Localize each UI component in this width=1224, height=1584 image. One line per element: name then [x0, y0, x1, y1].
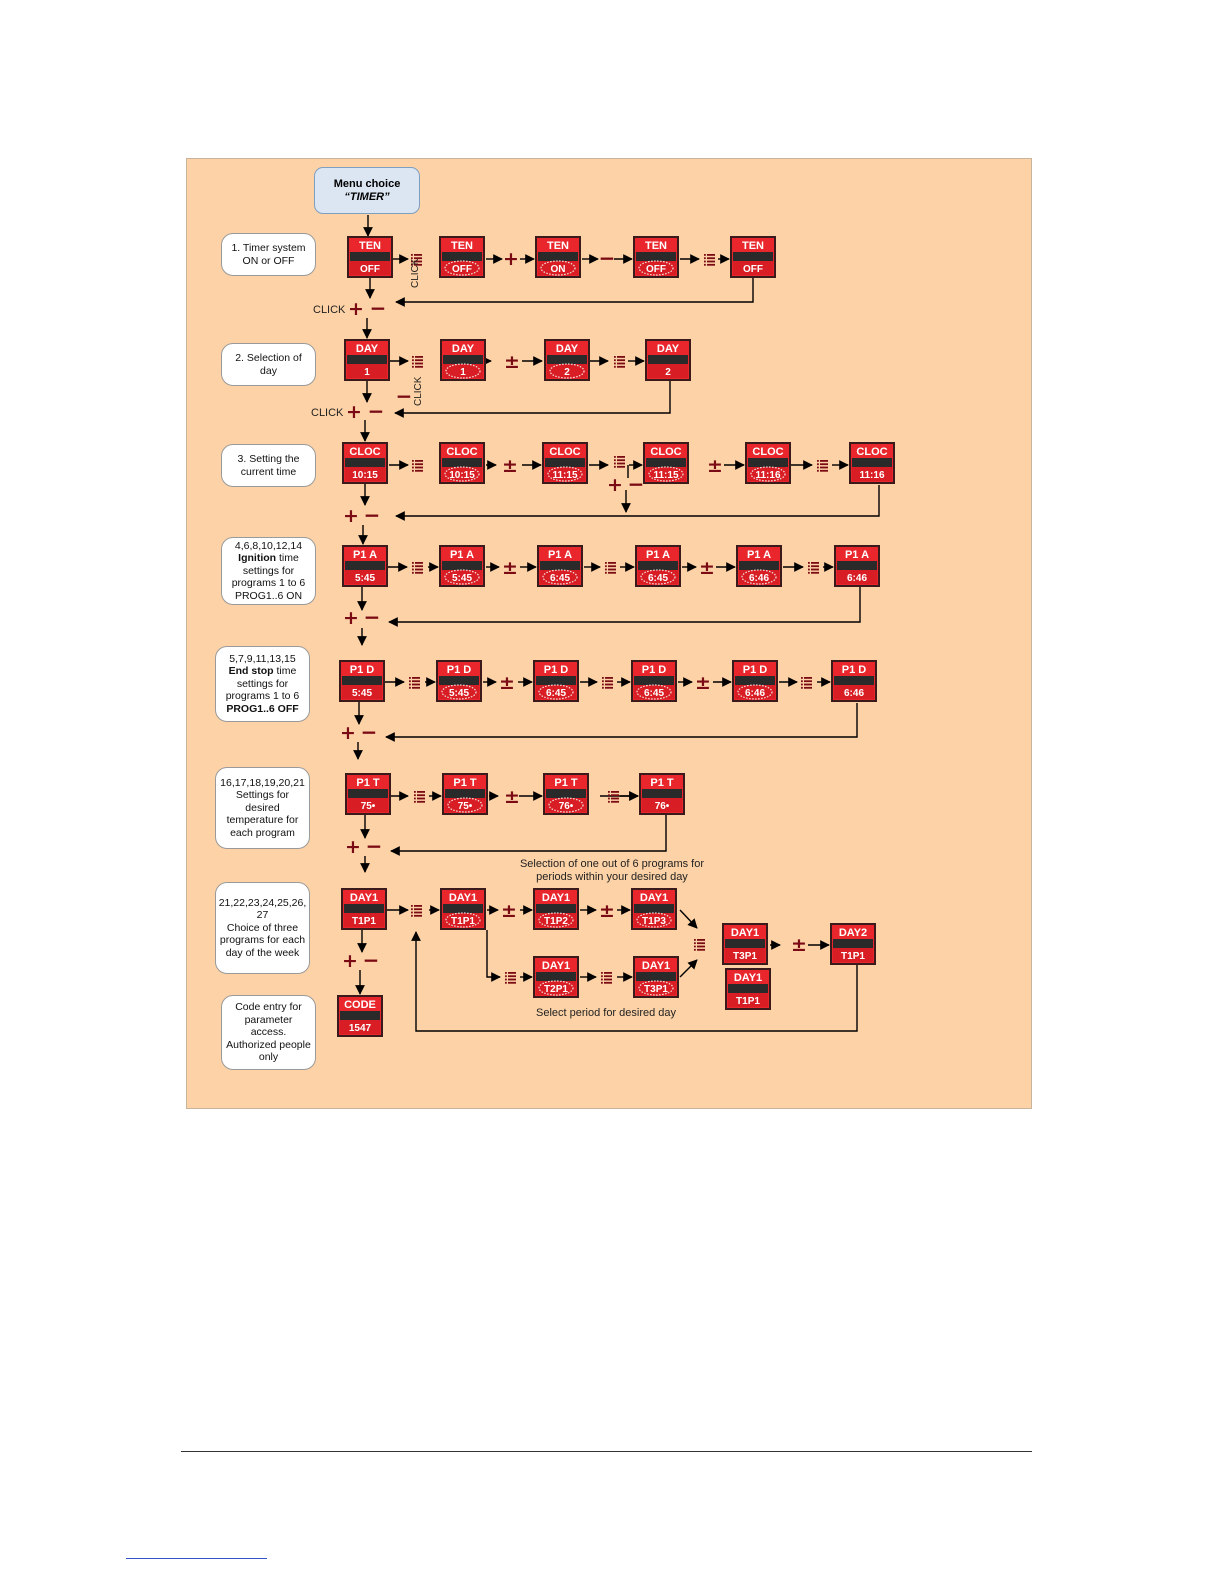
display-top-text: DAY1	[448, 892, 478, 904]
display-24	[632, 661, 676, 701]
display-bottom-text: T1P1	[736, 996, 760, 1007]
menu-list-icon-16	[817, 460, 828, 472]
display-top-text: P1 T	[453, 777, 477, 789]
display-22	[437, 661, 481, 701]
footer-divider	[181, 1451, 1032, 1452]
plusminus-symbol-24: ±	[699, 557, 715, 579]
display-14	[850, 443, 894, 483]
display-bottom-text: T1P3	[642, 916, 666, 927]
display-bottom-text: 75•	[360, 801, 376, 812]
menu-list-icon-12	[412, 460, 423, 472]
click-label-1: CLICK	[313, 304, 346, 316]
menu-list-icon-21	[412, 562, 423, 574]
display-bottom-text: 2	[665, 367, 671, 378]
display-37	[723, 924, 767, 964]
menu-list-icon-47	[505, 972, 516, 984]
menu-line-1: Menu choice	[333, 177, 401, 190]
menu-list-icon-28	[409, 677, 420, 689]
display-bottom-text: 1	[460, 367, 466, 378]
display-bottom-text: T1P1	[841, 951, 865, 962]
display-top-text: P1 D	[641, 664, 667, 676]
display-bottom-text: 6:45	[545, 688, 567, 699]
display-top-text: DAY	[451, 343, 475, 355]
display-bottom-text: T3P1	[644, 984, 668, 995]
display-bottom-text: 5:45	[354, 573, 376, 584]
display-top-text: CLOC	[650, 446, 682, 458]
display-bottom-text: 5:45	[351, 688, 373, 699]
display-19	[737, 546, 781, 586]
display-40	[338, 996, 382, 1036]
menu-choice-box	[314, 167, 420, 214]
select-period-label: Select period for desired day	[536, 1007, 677, 1019]
display-12	[644, 443, 688, 483]
minus-symbol-46: −	[362, 948, 380, 972]
display-16	[440, 546, 484, 586]
display-top-text: TEN	[645, 240, 667, 252]
display-top-text: DAY	[656, 343, 680, 355]
display-11	[543, 443, 587, 483]
menu-list-icon-6	[412, 356, 423, 368]
display-top-text: P1 T	[356, 777, 380, 789]
display-31	[342, 889, 386, 929]
display-top-text: CLOC	[349, 446, 381, 458]
display-32	[441, 889, 485, 929]
display-bottom-text: 11:16	[755, 470, 781, 481]
display-8	[646, 340, 690, 380]
display-13	[746, 443, 790, 483]
display-29	[544, 774, 588, 814]
click-label-2: CLICK	[311, 407, 344, 419]
selection-programs-label: Selection of one out of 6 programs for periods within your desired day	[519, 858, 705, 883]
minus-symbol-18: −	[627, 472, 645, 496]
plusminus-symbol-36: ±	[504, 786, 520, 808]
display-bottom-text: 6:45	[549, 573, 571, 584]
minus-symbol-2: −	[598, 246, 616, 270]
display-28	[443, 774, 487, 814]
note-endstop: 5,7,9,11,13,15 End stop time settings for programs 1 to 6 PROG1..6 OFF	[215, 646, 310, 722]
display-bottom-text: 6:46	[846, 573, 868, 584]
display-bottom-text: 1	[364, 367, 370, 378]
display-top-text: CLOC	[549, 446, 581, 458]
minus-symbol-9: −	[395, 384, 413, 408]
display-top-text: DAY1	[733, 972, 763, 984]
menu-list-icon-3	[704, 254, 715, 266]
display-bottom-text: 6:46	[744, 688, 766, 699]
display-bottom-text: 10:15	[449, 470, 475, 481]
display-top-text: TEN	[359, 240, 381, 252]
display-top-text: DAY1	[641, 960, 671, 972]
display-5	[345, 340, 389, 380]
display-bottom-text: 76•	[558, 801, 574, 812]
minus-symbol-39: −	[365, 834, 383, 858]
note-day-selection: 2. Selection of day	[221, 343, 316, 386]
display-bottom-text: 11:15	[653, 470, 679, 481]
menu-list-icon-8	[614, 356, 625, 368]
menu-list-icon-40	[411, 905, 422, 917]
display-bottom-text: 6:45	[647, 573, 669, 584]
display-10	[440, 443, 484, 483]
display-top-text: P1 A	[449, 549, 475, 561]
display-bottom-text: T1P1	[352, 916, 376, 927]
minus-symbol-11: −	[367, 399, 385, 423]
display-bottom-text: OFF	[646, 264, 666, 275]
minus-symbol-5: −	[369, 296, 387, 320]
display-top-text: P1 D	[446, 664, 472, 676]
minus-symbol-20: −	[363, 503, 381, 527]
display-top-text: DAY1	[541, 892, 571, 904]
display-3	[634, 237, 678, 277]
display-2	[536, 237, 580, 277]
menu-list-icon-43	[694, 939, 705, 951]
menu-list-icon-37	[608, 791, 619, 803]
plusminus-symbol-22: ±	[502, 557, 518, 579]
display-top-text: DAY	[355, 343, 379, 355]
display-39	[831, 924, 875, 964]
note-temperature: 16,17,18,19,20,21 Settings for desired temperature for each program	[215, 767, 310, 849]
menu-line-2: “TIMER”	[344, 190, 390, 203]
display-35	[534, 957, 578, 997]
note-week: 21,22,23,24,25,26, 27 Choice of three programs for each day of the week	[215, 882, 310, 974]
display-38	[726, 969, 770, 1009]
display-top-text: CLOC	[856, 446, 888, 458]
note-code: Code entry for parameter access. Authorized people only	[221, 995, 316, 1070]
display-top-text: TEN	[451, 240, 473, 252]
display-top-text: P1 T	[650, 777, 674, 789]
plusminus-symbol-13: ±	[502, 455, 518, 477]
click-label-vertical-2: CLICK	[413, 376, 424, 406]
display-bottom-text: 1547	[348, 1023, 372, 1034]
minus-symbol-34: −	[360, 720, 378, 744]
note-timer-system: 1. Timer system ON or OFF	[221, 233, 316, 276]
display-top-text: P1 D	[543, 664, 569, 676]
display-bottom-text: 6:46	[748, 573, 770, 584]
display-4	[731, 237, 775, 277]
display-bottom-text: 5:45	[448, 688, 470, 699]
minus-symbol-27: −	[363, 605, 381, 629]
plusminus-symbol-44: ±	[791, 934, 807, 956]
display-top-text: P1 A	[844, 549, 870, 561]
menu-list-icon-30	[602, 677, 613, 689]
display-top-text: P1 D	[742, 664, 768, 676]
display-9	[343, 443, 387, 483]
display-34	[632, 889, 676, 929]
display-18	[636, 546, 680, 586]
display-top-text: DAY1	[349, 892, 379, 904]
display-top-text: DAY2	[838, 927, 868, 939]
display-bottom-text: T1P1	[451, 916, 475, 927]
plus-symbol-1: +	[503, 248, 519, 270]
display-top-text: CODE	[344, 999, 376, 1011]
display-bottom-text: 6:46	[843, 688, 865, 699]
menu-list-icon-25	[808, 562, 819, 574]
plus-symbol-26: +	[343, 607, 359, 629]
menu-list-icon-48	[601, 972, 612, 984]
display-bottom-text: T3P1	[733, 951, 757, 962]
display-bottom-text: 10:15	[352, 470, 378, 481]
display-top-text: DAY	[555, 343, 579, 355]
display-bottom-text: 11:15	[552, 470, 578, 481]
plus-symbol-45: +	[342, 950, 358, 972]
display-top-text: P1 A	[746, 549, 772, 561]
display-30	[640, 774, 684, 814]
plusminus-symbol-42: ±	[599, 900, 615, 922]
display-bottom-text: T1P2	[544, 916, 568, 927]
display-top-text: P1 A	[645, 549, 671, 561]
display-26	[832, 661, 876, 701]
display-bottom-text: 2	[564, 367, 570, 378]
plus-symbol-10: +	[346, 401, 362, 423]
display-bottom-text: OFF	[743, 264, 763, 275]
display-33	[534, 889, 578, 929]
display-top-text: CLOC	[446, 446, 478, 458]
display-21	[340, 661, 384, 701]
display-bottom-text: 75•	[457, 801, 473, 812]
display-top-text: P1 T	[554, 777, 578, 789]
note-ignition: 4,6,8,10,12,14 Ignition time settings for programs 1 to 6 PROG1..6 ON	[221, 537, 316, 605]
display-17	[538, 546, 582, 586]
display-bottom-text: T2P1	[544, 984, 568, 995]
display-36	[634, 957, 678, 997]
display-top-text: TEN	[742, 240, 764, 252]
display-bottom-text: ON	[550, 264, 566, 275]
display-27	[346, 774, 390, 814]
display-25	[733, 661, 777, 701]
plus-symbol-17: +	[607, 474, 623, 496]
display-7	[545, 340, 589, 380]
display-20	[835, 546, 879, 586]
display-top-text: P1 A	[352, 549, 378, 561]
plus-symbol-33: +	[340, 722, 356, 744]
display-top-text: DAY1	[639, 892, 669, 904]
display-bottom-text: 76•	[654, 801, 670, 812]
plusminus-symbol-29: ±	[499, 672, 515, 694]
display-0	[348, 237, 392, 277]
display-bottom-text: 6:45	[643, 688, 665, 699]
display-top-text: P1 D	[841, 664, 867, 676]
display-top-text: DAY1	[730, 927, 760, 939]
display-bottom-text: 11:16	[859, 470, 885, 481]
display-1	[440, 237, 484, 277]
plus-symbol-38: +	[345, 836, 361, 858]
display-top-text: CLOC	[752, 446, 784, 458]
plus-symbol-19: +	[343, 505, 359, 527]
display-top-text: P1 D	[349, 664, 375, 676]
plusminus-symbol-41: ±	[501, 900, 517, 922]
display-bottom-text: OFF	[452, 264, 472, 275]
menu-list-icon-35	[414, 791, 425, 803]
display-top-text: DAY1	[541, 960, 571, 972]
plus-symbol-4: +	[348, 298, 364, 320]
plusminus-symbol-31: ±	[695, 672, 711, 694]
click-label-vertical-1: CLICK	[410, 258, 421, 288]
menu-list-icon-23	[605, 562, 616, 574]
display-top-text: P1 A	[547, 549, 573, 561]
footer-link-underline[interactable]	[126, 1558, 267, 1559]
display-23	[534, 661, 578, 701]
display-bottom-text: OFF	[360, 264, 380, 275]
note-current-time: 3. Setting the current time	[221, 444, 316, 487]
menu-list-icon-32	[801, 677, 812, 689]
menu-list-icon-14	[614, 456, 625, 468]
plusminus-symbol-15: ±	[707, 455, 723, 477]
display-top-text: TEN	[547, 240, 569, 252]
plusminus-symbol-7: ±	[504, 351, 520, 373]
display-bottom-text: 5:45	[451, 573, 473, 584]
display-15	[343, 546, 387, 586]
display-6	[441, 340, 485, 380]
